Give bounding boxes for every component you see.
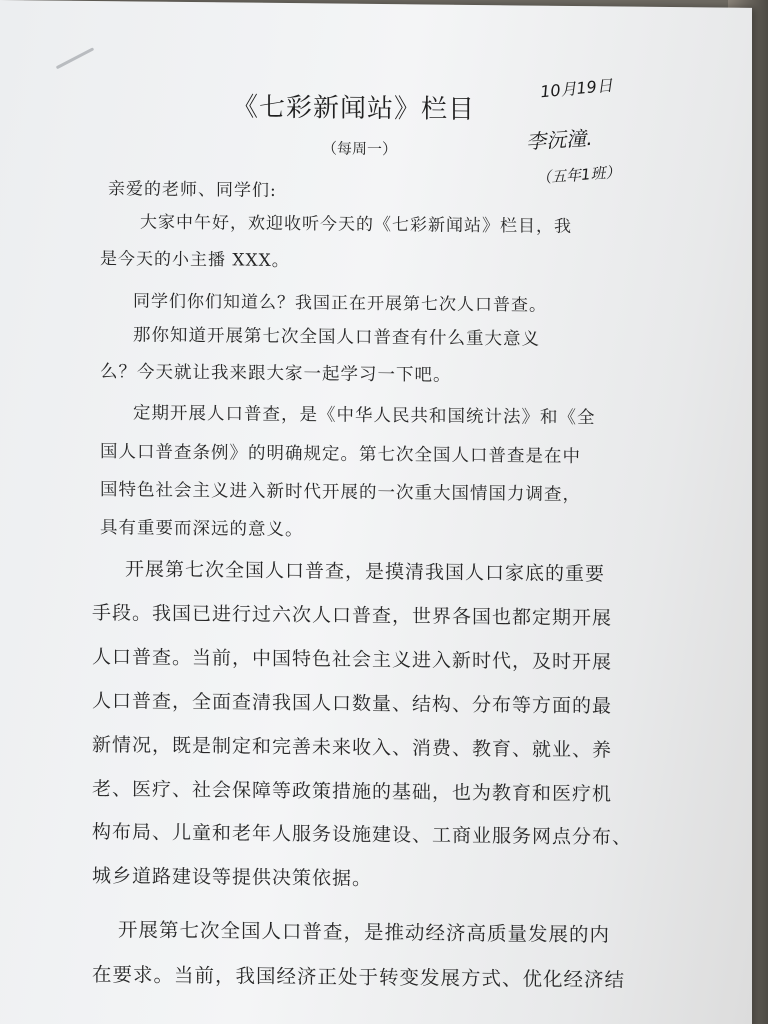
text-line: 是今天的小主播 XXX。 [100,249,290,272]
text-line: 国特色社会主义进入新时代开展的一次重大国情国力调查， [100,480,581,506]
handwritten-date: 10月19日 [539,75,614,102]
handwritten-name: 李沅潼. [525,125,594,154]
text-line: 人口普查，全面查清我国人口数量、结构、分布等方面的最 [92,689,613,718]
text-line: 构布局、儿童和老年人服务设施建设、工商业服务网点分布、 [92,820,633,849]
text-line: 开展第七次全国人口普查，是摸清我国人口家底的重要 [125,558,606,586]
staple-mark [56,47,94,69]
text-line: 具有重要而深远的意义。 [100,518,304,541]
text-line: 国人口普查条例》的明确规定。第七次全国人口普查是在中 [100,442,581,468]
text-line: 手段。我国已进行过六次人口普查，世界各国也都定期开展 [92,601,613,630]
document-title: 《七彩新闻站》栏目 [232,92,476,125]
text-line: 定期开展人口普查，是《中华人民共和国统计法》和《全 [133,403,596,429]
handwritten-class: （五年1班） [535,162,622,188]
text-line: 么？今天就让我来跟大家一起学习一下吧。 [100,362,452,386]
text-line: 那你知道开展第七次全国人口普查有什么重大意义 [133,325,540,350]
text-line: 人口普查。当前，中国特色社会主义进入新时代，及时开展 [92,645,613,674]
document-subtitle: （每周一） [322,139,398,159]
text-line: 同学们你们知道么？我国正在开展第七次人口普查。 [133,291,547,316]
text-line: 新情况，既是制定和完善未来收入、消费、教育、就业、养 [92,733,613,762]
text-line: 城乡道路建设等提供决策依据。 [92,864,373,890]
text-line: 亲爱的老师、同学们: [108,179,277,201]
text-line: 老、医疗、社会保障等政策措施的基础，也为教育和医疗机 [92,777,613,806]
text-line: 大家中午好，欢迎收听今天的《七彩新闻站》栏目，我 [140,212,572,237]
text-line: 开展第七次全国人口普查，是推动经济高质量发展的内 [118,918,611,947]
text-line: 在要求。当前，我国经济正处于转变发展方式、优化经济结 [92,962,626,992]
